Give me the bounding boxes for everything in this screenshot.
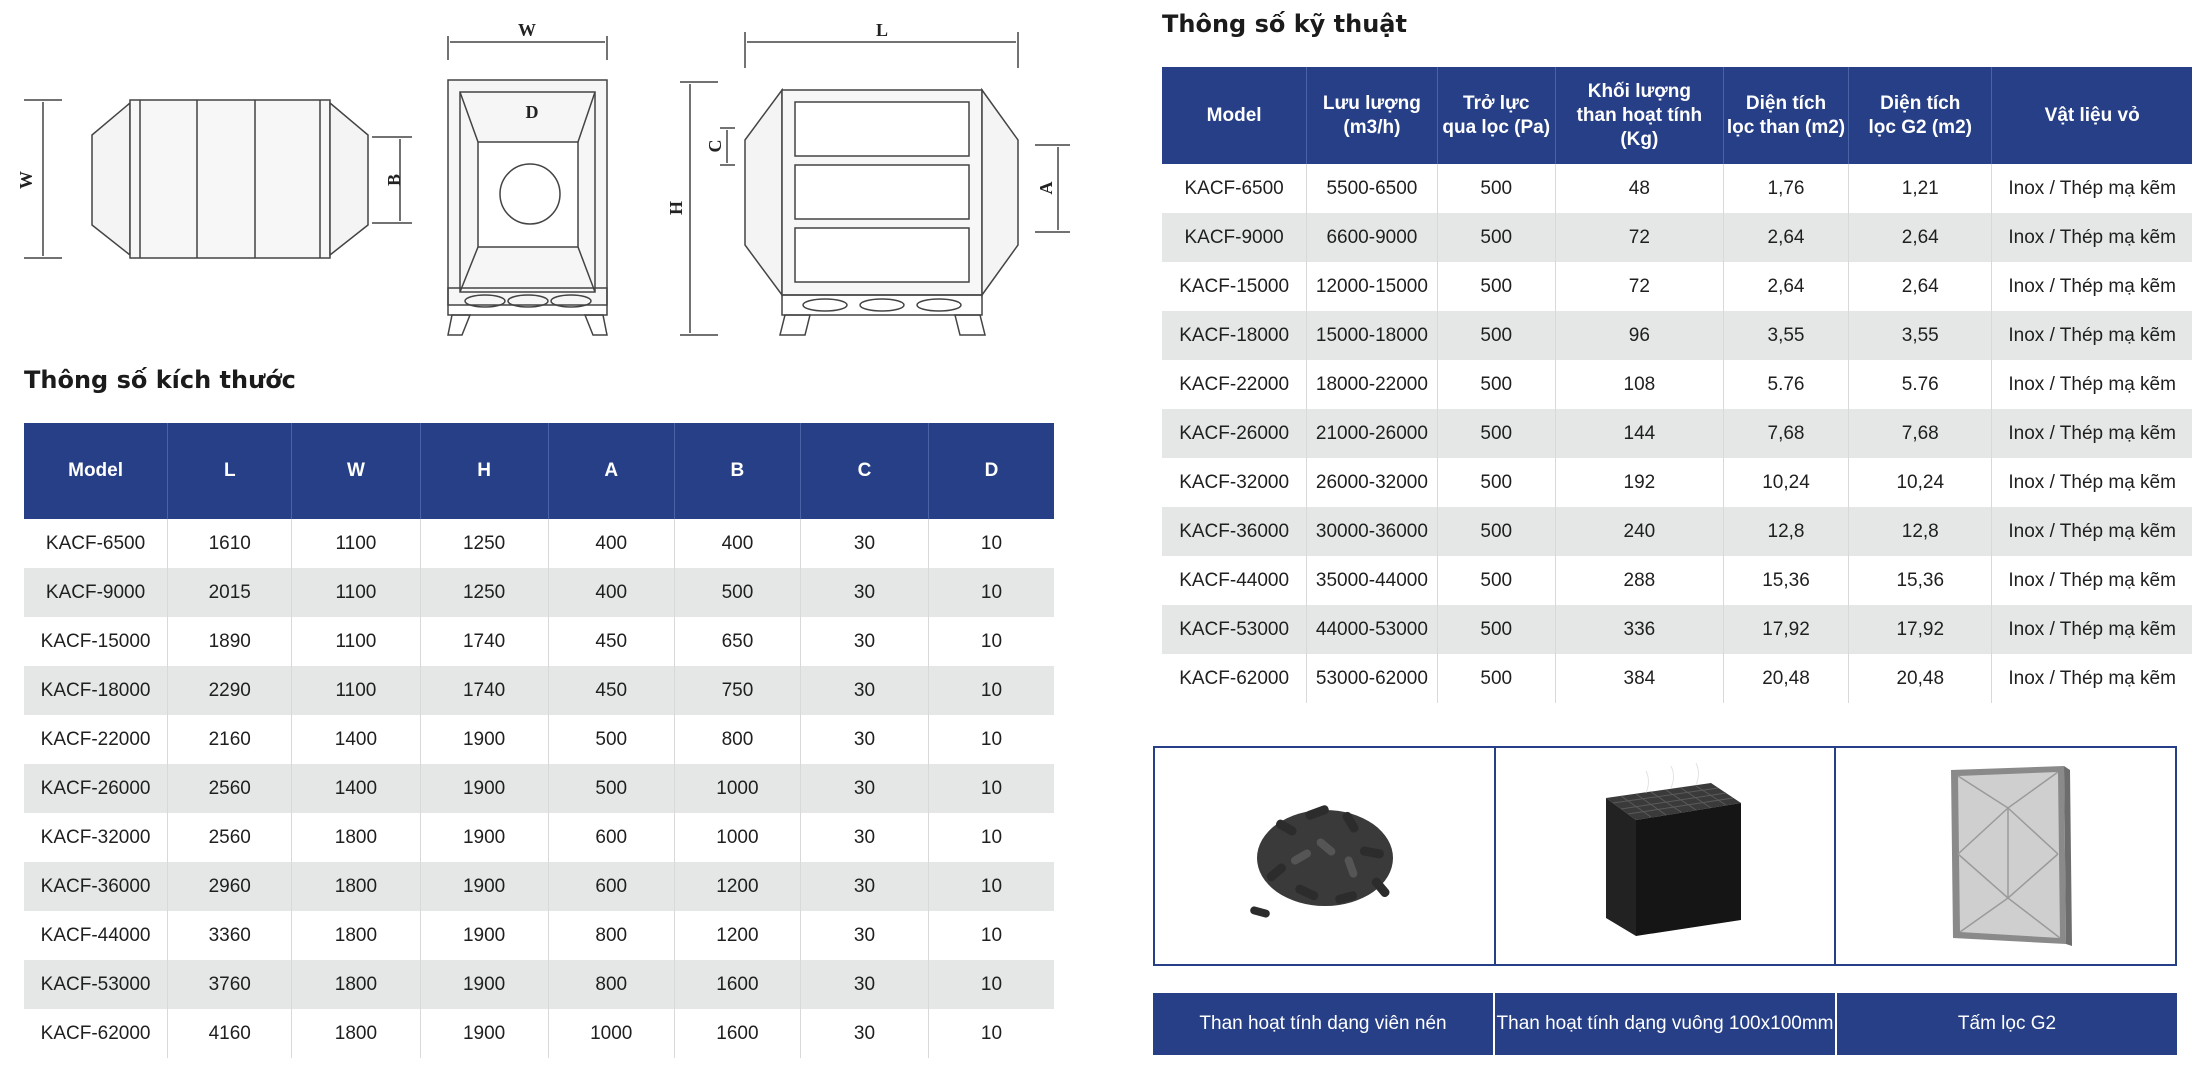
spec-table-cell: KACF-18000 bbox=[1162, 311, 1307, 360]
size-header-cell: A bbox=[548, 423, 674, 519]
size-table-row bbox=[24, 764, 1054, 813]
spec-table-cell: 2,64 bbox=[1723, 262, 1848, 311]
spec-table-cell: 5500-6500 bbox=[1307, 164, 1437, 213]
spec-table-cell: 10,24 bbox=[1849, 458, 1992, 507]
spec-table-cell: Inox / Thép mạ kẽm bbox=[1992, 409, 2192, 458]
spec-table-cell: 5.76 bbox=[1723, 360, 1848, 409]
spec-table-cell: 500 bbox=[1437, 654, 1555, 703]
size-table-cell: 2960 bbox=[168, 862, 292, 911]
size-table-row bbox=[24, 960, 1054, 1009]
size-table-cell: KACF-6500 bbox=[24, 519, 168, 568]
spec-table-cell: 500 bbox=[1437, 311, 1555, 360]
size-table-cell: 1200 bbox=[674, 911, 800, 960]
spec-table-cell: 500 bbox=[1437, 409, 1555, 458]
size-table-body bbox=[24, 519, 1054, 1058]
spec-table-cell: 44000-53000 bbox=[1307, 605, 1437, 654]
size-table-cell: 400 bbox=[674, 519, 800, 568]
size-table-row bbox=[24, 1009, 1054, 1058]
size-table-cell: KACF-44000 bbox=[24, 911, 168, 960]
drawing-label-w-top: W bbox=[518, 20, 536, 40]
size-table-cell: 10 bbox=[980, 728, 1003, 750]
size-table-cell: 1800 bbox=[292, 1009, 420, 1058]
spec-header-line: lọc than (m2) bbox=[1726, 116, 1846, 138]
size-table-cell: 30 bbox=[801, 911, 929, 960]
spec-table-cell: 35000-44000 bbox=[1307, 556, 1437, 605]
spec-table-cell: KACF-32000 bbox=[1162, 458, 1307, 507]
spec-table-row bbox=[1162, 556, 2192, 605]
spec-table-cell: 30000-36000 bbox=[1307, 507, 1437, 556]
caption-carbon-pellets: Than hoạt tính dạng viên nén bbox=[1153, 993, 1495, 1055]
spec-table-cell: Inox / Thép mạ kẽm bbox=[2008, 471, 2176, 493]
spec-table-cell: Inox / Thép mạ kẽm bbox=[2008, 275, 2176, 297]
size-table-cell: 1250 bbox=[420, 568, 548, 617]
technical-drawings bbox=[0, 20, 1100, 340]
spec-table-cell: 5.76 bbox=[1849, 360, 1992, 409]
size-table-cell: 30 bbox=[801, 715, 929, 764]
size-header-cell: H bbox=[420, 423, 548, 519]
spec-table-cell: 12000-15000 bbox=[1307, 262, 1437, 311]
front-view-drawing bbox=[448, 36, 607, 335]
spec-header-cell bbox=[1555, 67, 1723, 164]
spec-table-cell: KACF-9000 bbox=[1162, 213, 1307, 262]
spec-table-cell: 500 bbox=[1437, 360, 1555, 409]
spec-table-row bbox=[1162, 164, 2192, 213]
size-table-cell: KACF-15000 bbox=[24, 617, 168, 666]
size-table-cell: 10 bbox=[980, 630, 1003, 652]
caption-g2-filter: Tấm lọc G2 bbox=[1837, 993, 2177, 1055]
size-table-cell: 1100 bbox=[292, 519, 420, 568]
spec-table-cell: KACF-15000 bbox=[1162, 262, 1307, 311]
spec-table-cell: 48 bbox=[1555, 164, 1723, 213]
spec-table-cell: 500 bbox=[1437, 213, 1555, 262]
spec-table-cell: KACF-44000 bbox=[1162, 556, 1307, 605]
spec-table-cell: KACF-62000 bbox=[1162, 654, 1307, 703]
size-table-row bbox=[24, 911, 1054, 960]
size-table-cell: 1740 bbox=[420, 617, 548, 666]
size-table-cell: 30 bbox=[801, 764, 929, 813]
size-table-cell: 10 bbox=[928, 764, 1054, 813]
spec-table-cell: 500 bbox=[1437, 458, 1555, 507]
activated-carbon-block-image bbox=[1496, 748, 1837, 964]
size-header-cell: W bbox=[292, 423, 420, 519]
carbon-pellets-icon bbox=[1155, 748, 1493, 964]
size-table-cell: 30 bbox=[801, 617, 929, 666]
size-table-row bbox=[24, 666, 1054, 715]
spec-table-cell: 500 bbox=[1437, 605, 1555, 654]
spec-table-cell: 336 bbox=[1555, 605, 1723, 654]
spec-table-cell: 500 bbox=[1437, 262, 1555, 311]
spec-table-cell: 1,76 bbox=[1723, 164, 1848, 213]
spec-header-line: Vật liệu vỏ bbox=[2044, 104, 2140, 126]
size-table-header bbox=[24, 423, 1054, 519]
size-table-cell: 1800 bbox=[292, 813, 420, 862]
spec-table-cell: 17,92 bbox=[1849, 605, 1992, 654]
spec-table-cell: 20,48 bbox=[1723, 654, 1848, 703]
spec-table-cell: 72 bbox=[1555, 262, 1723, 311]
size-table-cell: 1900 bbox=[420, 960, 548, 1009]
spec-header-line: Diện tích bbox=[1745, 92, 1827, 114]
size-table-cell: 10 bbox=[980, 532, 1003, 554]
size-table-cell: 750 bbox=[674, 666, 800, 715]
spec-table-cell: 15,36 bbox=[1723, 556, 1848, 605]
spec-table-row bbox=[1162, 360, 2192, 409]
size-table-cell: 30 bbox=[801, 862, 929, 911]
size-table-cell: 1250 bbox=[420, 519, 548, 568]
activated-carbon-pellets-image bbox=[1155, 748, 1496, 964]
size-table-cell: 1890 bbox=[168, 617, 292, 666]
size-table-cell: 1600 bbox=[674, 1009, 800, 1058]
spec-header-line: Trở lực bbox=[1463, 92, 1530, 114]
spec-table-cell: 10,24 bbox=[1723, 458, 1848, 507]
spec-table-cell: 12,8 bbox=[1723, 507, 1848, 556]
size-table-cell: 2160 bbox=[168, 715, 292, 764]
spec-header-line: qua lọc (Pa) bbox=[1442, 116, 1551, 138]
drawing-label-w-side: W bbox=[16, 171, 36, 189]
drawing-label-d: D bbox=[525, 102, 539, 122]
filter-images-panel bbox=[1153, 746, 2177, 966]
spec-table-cell: 20,48 bbox=[1849, 654, 1992, 703]
spec-header-line: Diện tích bbox=[1880, 92, 1961, 114]
size-table-cell: KACF-18000 bbox=[24, 666, 168, 715]
size-table-cell: 1900 bbox=[420, 862, 548, 911]
size-table-cell: 800 bbox=[548, 960, 674, 1009]
spec-table-cell: KACF-6500 bbox=[1162, 164, 1307, 213]
size-table-cell: 500 bbox=[548, 764, 674, 813]
spec-header-cell bbox=[1849, 67, 1992, 164]
spec-table-cell: 500 bbox=[1437, 507, 1555, 556]
size-table-cell: 800 bbox=[674, 715, 800, 764]
spec-table-cell: 7,68 bbox=[1723, 409, 1848, 458]
size-table-cell: 2560 bbox=[168, 813, 292, 862]
size-table-cell: 10 bbox=[928, 666, 1054, 715]
caption-carbon-block: Than hoạt tính dạng vuông 100x100mm bbox=[1495, 993, 1837, 1055]
drawing-label-h: H bbox=[666, 200, 686, 216]
spec-header-cell bbox=[1723, 67, 1848, 164]
spec-table-cell: 6600-9000 bbox=[1307, 213, 1437, 262]
drawing-label-l: L bbox=[875, 20, 889, 40]
size-table-row bbox=[24, 862, 1054, 911]
size-table-cell: 4160 bbox=[168, 1009, 292, 1058]
spec-table-cell: KACF-26000 bbox=[1162, 409, 1307, 458]
long-view-drawing bbox=[680, 32, 1070, 335]
size-table-cell: 400 bbox=[548, 568, 674, 617]
spec-table-cell: 240 bbox=[1555, 507, 1723, 556]
size-table-cell: 1200 bbox=[674, 862, 800, 911]
size-table-cell: 10 bbox=[928, 862, 1054, 911]
spec-table-cell: 1,21 bbox=[1849, 164, 1992, 213]
size-table-cell: KACF-53000 bbox=[24, 960, 168, 1009]
size-table-cell: 1740 bbox=[420, 666, 548, 715]
size-table-cell: 30 bbox=[801, 813, 929, 862]
size-table-cell: 500 bbox=[674, 568, 800, 617]
spec-table-cell: 15,36 bbox=[1849, 556, 1992, 605]
size-table-cell: 1610 bbox=[168, 519, 292, 568]
size-header-cell: Model bbox=[24, 423, 168, 519]
size-table-cell: 1100 bbox=[292, 568, 420, 617]
size-table-cell: 450 bbox=[548, 617, 674, 666]
size-table-cell: 1900 bbox=[420, 911, 548, 960]
size-table-cell: 650 bbox=[674, 617, 800, 666]
spec-header-cell bbox=[1307, 67, 1437, 164]
size-table-cell: 1800 bbox=[292, 862, 420, 911]
spec-table-cell: 384 bbox=[1555, 654, 1723, 703]
size-table-cell: 1900 bbox=[420, 764, 548, 813]
size-table-cell: 10 bbox=[980, 1022, 1003, 1044]
size-table-cell: 30 bbox=[801, 960, 929, 1009]
filter-captions bbox=[1153, 993, 2177, 1055]
size-table-cell: KACF-9000 bbox=[24, 568, 168, 617]
size-table-cell: 10 bbox=[928, 960, 1054, 1009]
drawing-label-a: A bbox=[1036, 181, 1056, 195]
spec-table-cell: 2,64 bbox=[1849, 262, 1992, 311]
g2-filter-panel-image bbox=[1836, 748, 2175, 964]
spec-table-row bbox=[1162, 654, 2192, 703]
spec-section-title: Thông số kỹ thuật bbox=[1162, 10, 1407, 38]
size-table-cell: KACF-32000 bbox=[24, 813, 168, 862]
size-table-row bbox=[24, 617, 1054, 666]
size-table-cell: 30 bbox=[801, 519, 929, 568]
spec-table-cell: 96 bbox=[1555, 311, 1723, 360]
spec-table-cell: Inox / Thép mạ kẽm bbox=[2008, 177, 2176, 199]
spec-table-cell: KACF-36000 bbox=[1162, 507, 1307, 556]
size-table-cell: 1900 bbox=[420, 715, 548, 764]
spec-table-header bbox=[1162, 67, 2192, 164]
spec-table-cell: KACF-53000 bbox=[1162, 605, 1307, 654]
spec-table-cell: 3,55 bbox=[1723, 311, 1848, 360]
size-table-cell: 600 bbox=[548, 813, 674, 862]
size-table-cell: 450 bbox=[548, 666, 674, 715]
spec-table-cell: 53000-62000 bbox=[1307, 654, 1437, 703]
drawing-label-c: C bbox=[705, 139, 725, 153]
spec-table-cell: Inox / Thép mạ kẽm bbox=[2008, 667, 2176, 689]
spec-table-row bbox=[1162, 605, 2192, 654]
spec-table-cell: 192 bbox=[1555, 458, 1723, 507]
size-table-cell: 2290 bbox=[168, 666, 292, 715]
spec-table-cell: 288 bbox=[1555, 556, 1723, 605]
size-table-row bbox=[24, 813, 1054, 862]
spec-table-body bbox=[1162, 164, 2192, 703]
size-table-cell: 10 bbox=[980, 924, 1003, 946]
size-table-cell: 1800 bbox=[292, 960, 420, 1009]
side-view-drawing bbox=[24, 100, 412, 258]
spec-table-cell: Inox / Thép mạ kẽm bbox=[1992, 605, 2192, 654]
size-table-cell: 2560 bbox=[168, 764, 292, 813]
size-table-cell: 30 bbox=[801, 666, 929, 715]
spec-table-cell: 7,68 bbox=[1849, 409, 1992, 458]
spec-header-line: (m3/h) bbox=[1343, 116, 1401, 138]
spec-header-line: Model bbox=[1206, 104, 1262, 126]
spec-table-row bbox=[1162, 213, 2192, 262]
size-table-cell: 800 bbox=[548, 911, 674, 960]
spec-table-row bbox=[1162, 507, 2192, 556]
size-table-cell: 1000 bbox=[548, 1009, 674, 1058]
size-table-cell: 3760 bbox=[168, 960, 292, 1009]
size-header-cell: D bbox=[928, 423, 1054, 519]
size-header-cell: B bbox=[674, 423, 800, 519]
spec-table-row bbox=[1162, 409, 2192, 458]
spec-table-cell: 18000-22000 bbox=[1307, 360, 1437, 409]
size-table-cell: 1100 bbox=[292, 666, 420, 715]
size-table-row bbox=[24, 568, 1054, 617]
spec-table-cell: 26000-32000 bbox=[1307, 458, 1437, 507]
spec-table-cell: 21000-26000 bbox=[1307, 409, 1437, 458]
spec-table-cell: 108 bbox=[1555, 360, 1723, 409]
spec-table-cell: Inox / Thép mạ kẽm bbox=[2008, 569, 2176, 591]
size-table-cell: 1400 bbox=[292, 715, 420, 764]
spec-header-line: than hoạt tính (Kg) bbox=[1576, 104, 1703, 150]
size-table-cell: 10 bbox=[928, 568, 1054, 617]
size-table-cell: 1900 bbox=[420, 813, 548, 862]
drawing-label-b: B bbox=[384, 173, 404, 187]
size-table-cell: 1400 bbox=[292, 764, 420, 813]
carbon-block-icon bbox=[1496, 748, 1834, 964]
spec-table-row bbox=[1162, 458, 2192, 507]
spec-table-row bbox=[1162, 311, 2192, 360]
size-table-cell: 1900 bbox=[420, 1009, 548, 1058]
size-table-cell: KACF-22000 bbox=[24, 715, 168, 764]
size-table-cell: 1600 bbox=[674, 960, 800, 1009]
spec-header-cell bbox=[1162, 67, 1307, 164]
size-table-cell: 1000 bbox=[674, 764, 800, 813]
size-table-cell: 400 bbox=[548, 519, 674, 568]
spec-table-cell: 500 bbox=[1437, 556, 1555, 605]
size-table-row bbox=[24, 519, 1054, 568]
size-table-cell: 1100 bbox=[292, 617, 420, 666]
size-table-cell: KACF-26000 bbox=[24, 764, 168, 813]
size-header-cell: C bbox=[801, 423, 929, 519]
spec-table-cell: 12,8 bbox=[1849, 507, 1992, 556]
spec-table-cell: Inox / Thép mạ kẽm bbox=[1992, 311, 2192, 360]
size-table-cell: 10 bbox=[980, 826, 1003, 848]
spec-table-cell: 72 bbox=[1555, 213, 1723, 262]
size-section-title: Thông số kích thước bbox=[24, 366, 296, 394]
size-table-cell: KACF-62000 bbox=[24, 1009, 168, 1058]
spec-table-cell: 17,92 bbox=[1723, 605, 1848, 654]
spec-table bbox=[1162, 67, 2192, 703]
size-table-cell: 3360 bbox=[168, 911, 292, 960]
spec-header-cell bbox=[1992, 67, 2192, 164]
size-table-cell: 2015 bbox=[168, 568, 292, 617]
spec-table-cell: 15000-18000 bbox=[1307, 311, 1437, 360]
size-table-cell: 1000 bbox=[674, 813, 800, 862]
spec-table-cell: 144 bbox=[1555, 409, 1723, 458]
spec-header-line: Khối lượng bbox=[1587, 80, 1691, 102]
spec-header-line: lọc G2 (m2) bbox=[1868, 116, 1972, 138]
size-table-cell: KACF-36000 bbox=[24, 862, 168, 911]
spec-table-cell: 2,64 bbox=[1723, 213, 1848, 262]
size-table-cell: 500 bbox=[548, 715, 674, 764]
size-table-cell: 30 bbox=[801, 1009, 929, 1058]
size-table-row bbox=[24, 715, 1054, 764]
size-header-cell: L bbox=[168, 423, 292, 519]
spec-table-cell: 2,64 bbox=[1849, 213, 1992, 262]
spec-table-cell: 500 bbox=[1437, 164, 1555, 213]
size-table-cell: 1800 bbox=[292, 911, 420, 960]
size-table-cell: 600 bbox=[548, 862, 674, 911]
spec-table-cell: Inox / Thép mạ kẽm bbox=[1992, 507, 2192, 556]
spec-table-cell: Inox / Thép mạ kẽm bbox=[1992, 213, 2192, 262]
spec-header-line: Lưu lượng bbox=[1322, 92, 1421, 114]
size-table bbox=[24, 423, 1054, 1058]
spec-table-cell: Inox / Thép mạ kẽm bbox=[2008, 373, 2176, 395]
spec-table-cell: 3,55 bbox=[1849, 311, 1992, 360]
g2-filter-icon bbox=[1836, 748, 2174, 964]
size-table-cell: 30 bbox=[801, 568, 929, 617]
spec-table-cell: KACF-22000 bbox=[1162, 360, 1307, 409]
spec-table-row bbox=[1162, 262, 2192, 311]
spec-header-cell bbox=[1437, 67, 1555, 164]
